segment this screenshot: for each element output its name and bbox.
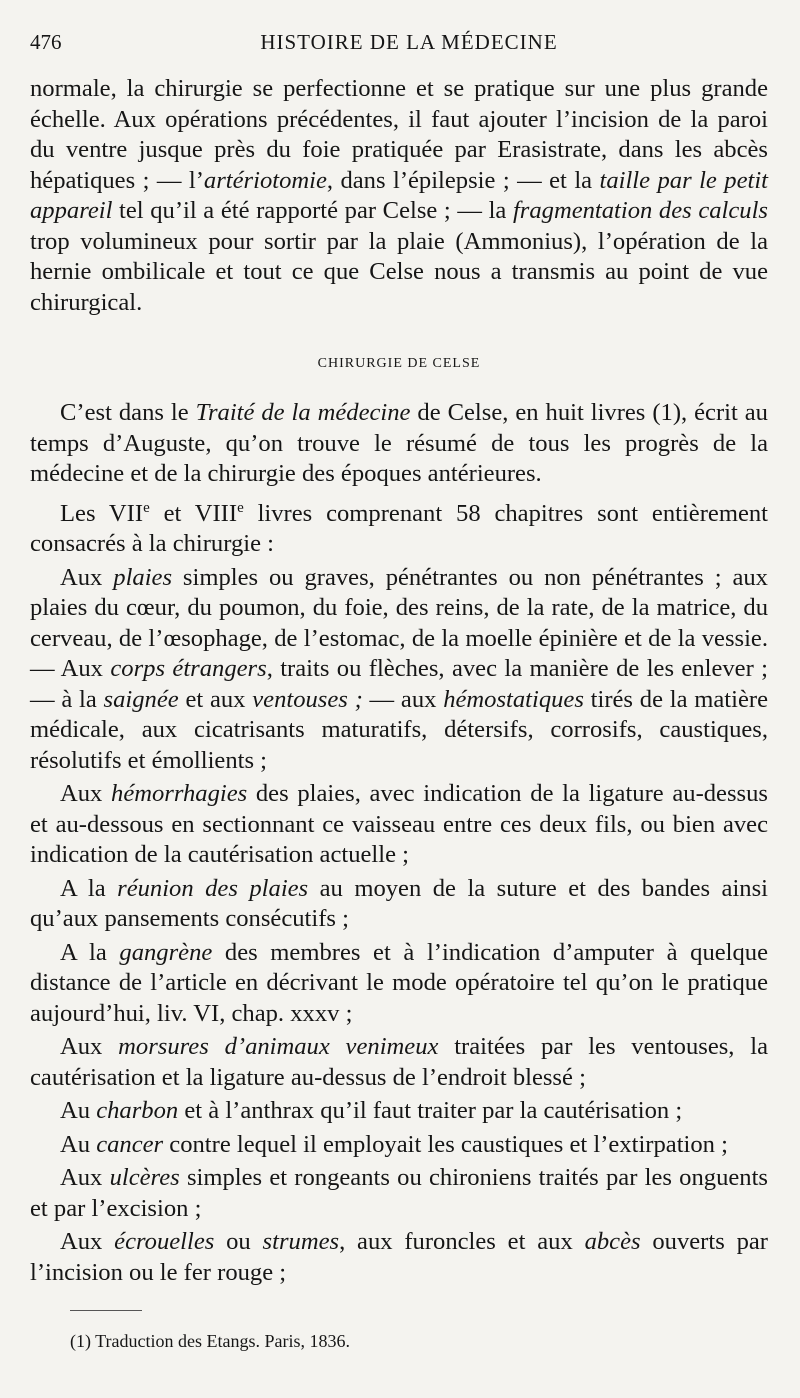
text-run: des membres et à l’indication d’amputer à quelque distance de l’article en décrivant le mode opératoire tel qu’on le pratique aujourd’hui, liv. VI, chap. xxxv ; xyxy=(30,938,768,1027)
page-number: 476 xyxy=(30,30,62,54)
italic-text: écrouelles xyxy=(114,1228,215,1256)
italic-text: cancer xyxy=(96,1130,164,1158)
italic-text: ventouses ; xyxy=(252,685,363,713)
body-paragraph xyxy=(30,779,768,871)
italic-text: strumes xyxy=(262,1228,340,1256)
text-run: contre lequel il employait les caustiques et l’extirpation ; xyxy=(163,1130,728,1158)
italic-text: Traité de la médecine xyxy=(195,399,411,426)
italic-text: fragmentation des calculs xyxy=(512,197,768,224)
page-header xyxy=(30,30,768,74)
footnote-rule xyxy=(70,1310,142,1311)
text-run: Aux xyxy=(60,1164,110,1192)
body-paragraph xyxy=(30,1227,768,1288)
italic-text: ulcères xyxy=(109,1164,180,1192)
text-run: A la xyxy=(60,874,118,902)
text-run: livres comprenant 58 chapitres sont entièrement consacrés à la chirurgie : xyxy=(30,499,769,558)
text-run: et VIII xyxy=(149,499,238,527)
body-paragraph xyxy=(30,563,768,777)
italic-text: taille par le petit appareil xyxy=(30,166,768,224)
text-run: simples et rongeants ou chironiens traités par les onguents et par l’excision ; xyxy=(30,1164,768,1222)
text-run: ou xyxy=(214,1228,263,1256)
text-run: , dans l’épilepsie ; — et la xyxy=(326,166,600,194)
italic-text: abcès xyxy=(584,1228,641,1256)
italic-text: artériotomie xyxy=(203,166,327,194)
footnote: (1) Traduction des Etangs. Paris, 1836. xyxy=(70,1331,350,1352)
text-run: Les VII xyxy=(60,499,144,527)
italic-text: gangrène xyxy=(119,938,213,966)
superscript-text: e xyxy=(143,499,150,516)
italic-text: charbon xyxy=(96,1097,179,1125)
body-paragraph xyxy=(30,874,768,935)
text-run: , traits ou flèches, avec la manière de les enlever ; — à la xyxy=(30,655,768,713)
text-run: Aux xyxy=(60,1033,119,1061)
intro-paragraph xyxy=(30,74,768,318)
text-run: , aux furoncles et aux xyxy=(339,1228,585,1256)
text-run: — aux xyxy=(362,685,444,713)
italic-text: plaies xyxy=(113,563,173,591)
text-run: simples ou graves, pénétrantes ou non pénétrantes ; aux plaies du cœur, du poumon, du foie, des reins, de la rate, de la matrice, du cerveau, de l’œsophage, de l’estomac, de la moelle épinière et de la vessie. — Aux xyxy=(30,563,768,683)
body-paragraph xyxy=(30,938,768,1030)
italic-text: morsures d’animaux venimeux xyxy=(118,1033,439,1061)
text-run: normale, la chirurgie se perfectionne et se pratique sur une plus grande échelle. Aux opérations précédentes, il faut ajouter l’incision de la paroi du ventre jusque près du foie pratiquée par Erasistrate, dans les abcès hépatiques ; — l’ xyxy=(30,75,768,194)
body-paragraph xyxy=(30,398,768,490)
running-title: HISTOIRE DE LA MÉDECINE xyxy=(260,30,558,54)
body-paragraph xyxy=(30,1163,768,1224)
superscript-text: e xyxy=(237,499,244,516)
body-paragraph xyxy=(30,1130,768,1161)
section-body xyxy=(30,398,768,1288)
text-run: A la xyxy=(60,938,120,966)
text-run: trop volumineux pour sortir par la plaie (Ammonius), l’opération de la hernie ombilicale et tout ce que Celse nous a transmis au point de vue chirurgical. xyxy=(30,227,768,316)
italic-text: réunion des plaies xyxy=(117,874,309,902)
italic-text: hémorrhagies xyxy=(111,780,248,808)
italic-text: corps étrangers xyxy=(110,655,267,683)
text-run: traitées par les ventouses, la cautérisation et la ligature au-dessus de l’endroit blessé ; xyxy=(30,1033,768,1091)
text-run: de Celse, en huit livres (1), écrit au temps d’Auguste, qu’on trouve le résumé de tous les progrès de la médecine et de la chirurgie des époques antérieures. xyxy=(30,399,768,487)
body-paragraph xyxy=(30,493,768,560)
text-run: des plaies, avec indication de la ligature au-dessus et au-dessous en sectionnant ce vaisseau entre ces deux fils, ou bien avec indication de la cautérisation actuelle ; xyxy=(30,780,768,869)
italic-text: hémostatiques xyxy=(443,685,584,713)
text-run: Au xyxy=(60,1097,97,1125)
text-run: Aux xyxy=(60,563,114,591)
text-run: Aux xyxy=(60,780,112,808)
book-page xyxy=(30,30,768,1352)
text-run: et aux xyxy=(178,685,253,713)
text-run: Aux xyxy=(60,1228,115,1256)
text-run: C’est dans le xyxy=(60,399,196,426)
body-paragraph xyxy=(30,1032,768,1093)
text-run: et à l’anthrax qu’il faut traiter par la cautérisation ; xyxy=(178,1097,683,1125)
text-run: Au xyxy=(60,1130,97,1158)
text-run: ouverts par l’incision ou le fer rouge ; xyxy=(30,1228,768,1286)
italic-text: saignée xyxy=(103,685,179,713)
text-run: au moyen de la suture et des bandes ainsi qu’aux pansements consécutifs ; xyxy=(30,874,768,933)
text-run: tel qu’il a été rapporté par Celse ; — la xyxy=(112,197,513,224)
body-paragraph xyxy=(30,1096,768,1127)
section-title: CHIRURGIE DE CELSE xyxy=(317,356,481,371)
text-run: tirés de la matière médicale, aux cicatrisants maturatifs, détersifs, corrosifs, caustiques, résolutifs et émollients ; xyxy=(30,685,768,774)
